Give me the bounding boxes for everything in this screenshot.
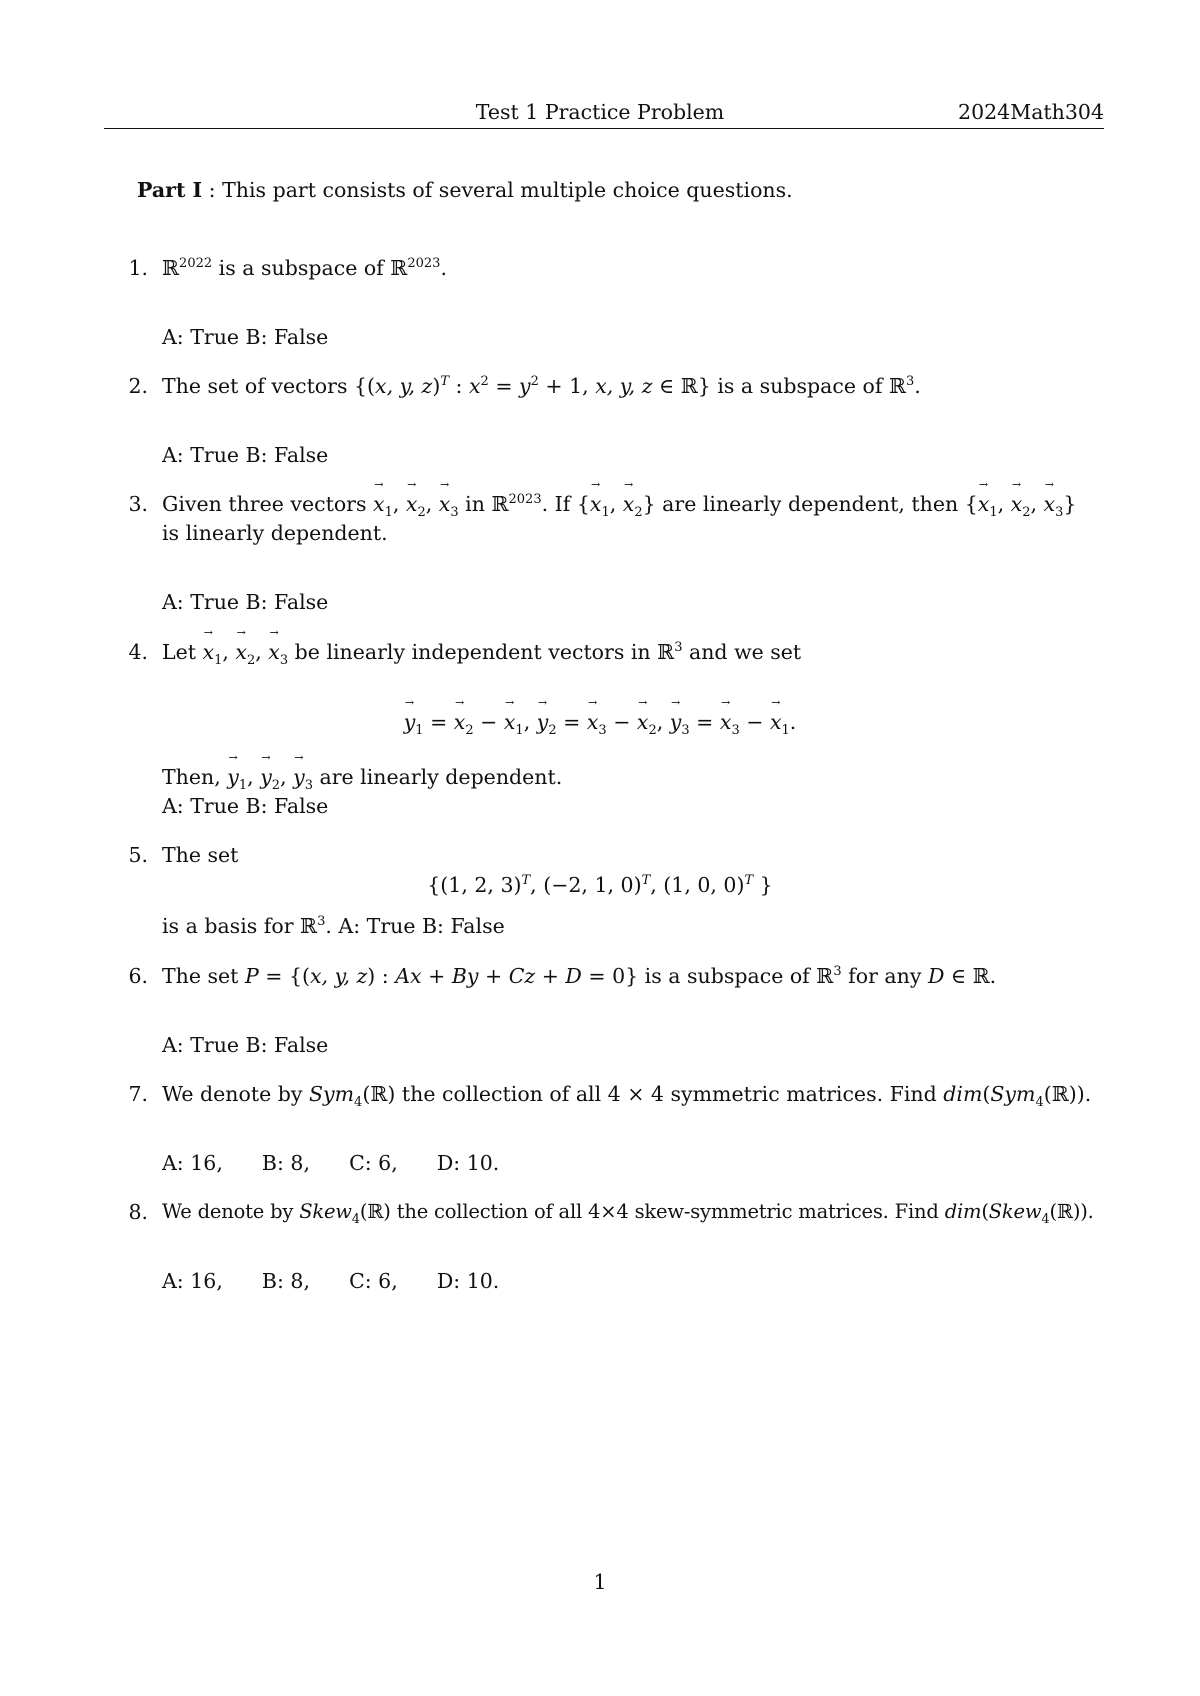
question-4-then: Then, → $y_1$, → $y_2$, → $y_3$ are linearly dependent. bbox=[162, 765, 562, 789]
question-number: 2. bbox=[128, 374, 148, 398]
question-7-text: We denote by Sym$_4$(ℝ) the collection of all 4 × 4 symmetric matrices. Find dim(Sym$_4$(ℝ)). bbox=[162, 1082, 1092, 1111]
exponent: 2023 bbox=[508, 492, 542, 508]
question-1-text: ℝ$^{2022}$ is a subspace of ℝ$^{2023}$. bbox=[162, 256, 447, 280]
question-1-phrase: is a subspace of bbox=[218, 256, 384, 280]
exponent: 3 bbox=[674, 640, 683, 656]
question-8-phrase: We denote by bbox=[162, 1200, 294, 1223]
question-number: 1. bbox=[128, 256, 148, 280]
question-5-phrase: is a basis for bbox=[162, 914, 294, 938]
question-7-phrase: We denote by bbox=[162, 1082, 303, 1106]
part-label: Part I bbox=[137, 178, 203, 202]
question-3-phrase-b: in bbox=[465, 492, 485, 516]
question-number: 3. bbox=[128, 492, 148, 516]
question-8-phrase-b: the collection of all 4×4 skew-symmetric matrices. Find bbox=[396, 1200, 939, 1223]
question-5-options: A: True B: False bbox=[338, 914, 505, 938]
question-number: 4. bbox=[128, 640, 148, 664]
question-6-phrase-b: is a subspace of bbox=[644, 964, 810, 988]
question-7-options: A: 16, B: 8, C: 6, D: 10. bbox=[162, 1151, 500, 1175]
question-6-text: The set P = {(x, y, z) : Ax + By + Cz + D = 0} is a subspace of ℝ$^3$ for any D ∈ ℝ. bbox=[162, 964, 997, 988]
question-8-options: A: 16, B: 8, C: 6, D: 10. bbox=[162, 1269, 500, 1293]
question-4-phrase-c: and we set bbox=[689, 640, 802, 664]
exponent: 2023 bbox=[407, 256, 441, 272]
exponent: 3 bbox=[905, 374, 915, 390]
question-3-phrase-c: . If bbox=[541, 492, 571, 516]
question-3-options: A: True B: False bbox=[162, 590, 329, 614]
question-4-equation: → $y_1$ = → $x_2$ − → $x_1$, → $y_2$ = → $x_3$ − → $x_2$, → $y_3$ = → $x_3$ − → $x_1$. bbox=[0, 710, 1200, 734]
question-3-text: Given three vectors → $x_1$, → $x_2$, → $x_3$ in ℝ$^{2023}$. If {→ $x_1$, → $x_2$} are linearly dependent, then {→ $x_1$, → $x_2$, → $x_3$} bbox=[162, 492, 1076, 516]
exponent: 3 bbox=[833, 964, 842, 980]
exponent: 3 bbox=[317, 914, 326, 930]
question-2-options: A: True B: False bbox=[162, 443, 329, 467]
question-5-set: {(1, 2, 3)$^T$, (−2, 1, 0)$^T$, (1, 0, 0)$^T$ } bbox=[427, 873, 773, 897]
question-4-then-a: Then, bbox=[162, 765, 221, 789]
question-6-phrase-c: for any bbox=[848, 964, 922, 988]
header-rule bbox=[104, 128, 1104, 129]
question-3-phrase-d: are linearly dependent, then bbox=[662, 492, 959, 516]
question-4-phrase-b: be linearly independent vectors in bbox=[294, 640, 651, 664]
question-6-phrase: The set bbox=[162, 964, 239, 988]
question-3-phrase: Given three vectors bbox=[162, 492, 367, 516]
header-title: Test 1 Practice Problem bbox=[475, 100, 725, 124]
question-8-text: We denote by Skew$_4$(ℝ) the collection of all 4×4 skew-symmetric matrices. Find dim(Skew$_4$(ℝ)). bbox=[162, 1200, 1094, 1227]
question-2-text: The set of vectors {(x, y, z)$^T$ : $x^2 = y^2 + 1$, x, y, z ∈ ℝ} is a subspace of ℝ$^3$. bbox=[162, 374, 921, 398]
question-5-text: The set bbox=[162, 843, 239, 867]
question-4-text: Let → $x_1$, → $x_2$, → $x_3$ be linearly independent vectors in ℝ$^3$ and we set bbox=[162, 640, 801, 664]
exponent: 2022 bbox=[179, 256, 213, 272]
question-3-line2: is linearly dependent. bbox=[162, 521, 388, 545]
question-6-options: A: True B: False bbox=[162, 1033, 329, 1057]
question-4-then-b: are linearly dependent. bbox=[319, 765, 563, 789]
question-4-options: A: True B: False bbox=[162, 794, 329, 818]
question-number: 5. bbox=[128, 843, 148, 867]
question-7-phrase-b: the collection of all 4 × 4 symmetric matrices. Find bbox=[401, 1082, 937, 1106]
question-number: 6. bbox=[128, 964, 148, 988]
question-number: 8. bbox=[128, 1200, 148, 1224]
question-5-line2: is a basis for ℝ$^3$. A: True B: False bbox=[162, 914, 505, 938]
part-intro-text: : This part consists of several multiple choice questions. bbox=[202, 178, 793, 202]
header-course: 2024Math304 bbox=[958, 100, 1104, 124]
question-number: 7. bbox=[128, 1082, 148, 1106]
page-number: 1 bbox=[593, 1570, 607, 1594]
question-2-phrase: The set of vectors bbox=[162, 374, 348, 398]
question-1-options: A: True B: False bbox=[162, 325, 329, 349]
question-4-phrase: Let bbox=[162, 640, 196, 664]
question-2-phrase-b: is a subspace of bbox=[717, 374, 883, 398]
part-intro bbox=[137, 178, 793, 202]
